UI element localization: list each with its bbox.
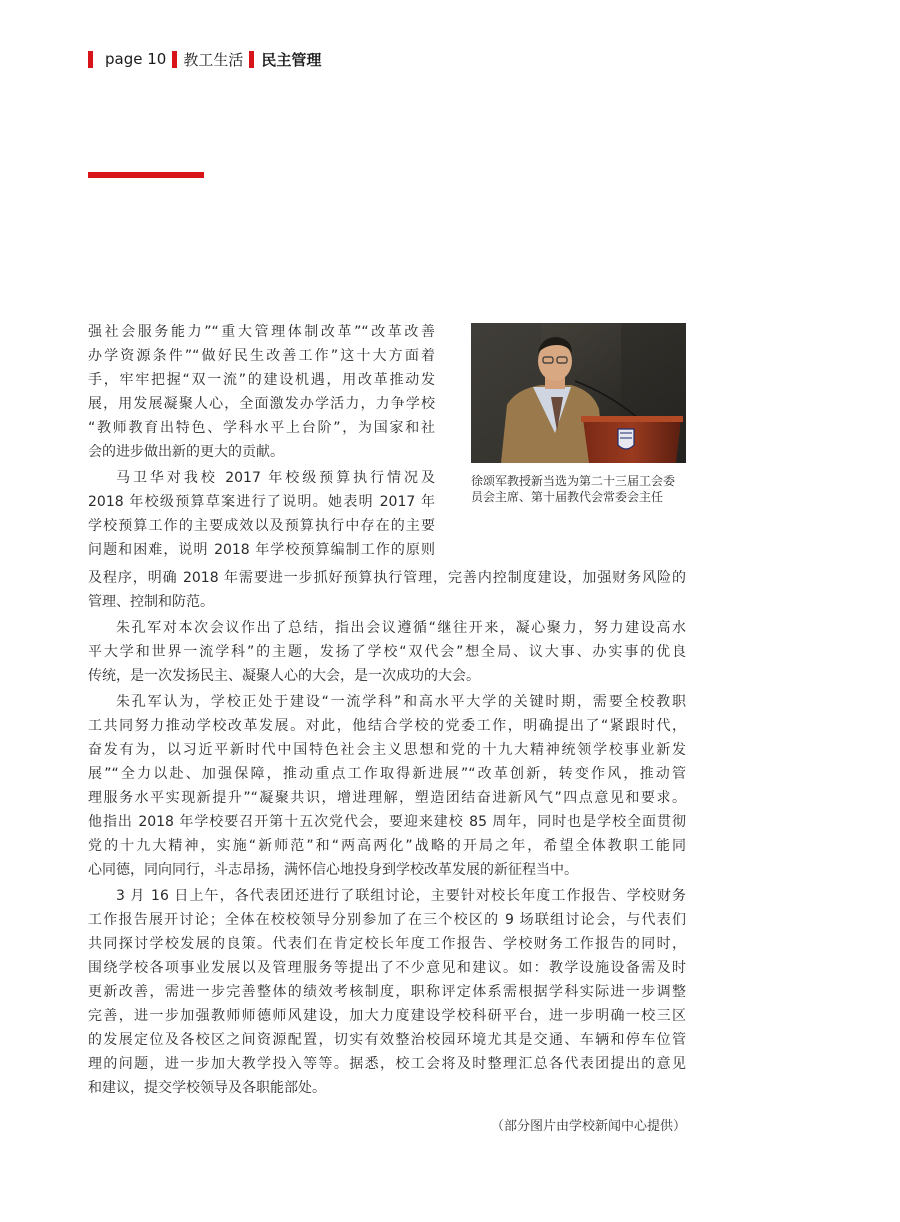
- body-line: 完善，进一步加强教师师德师风建设，加大力度建设学校科研平台，进一步明确一校三区: [88, 1008, 686, 1024]
- red-rule: [88, 172, 204, 178]
- body-line: 工共同努力推动学校改革发展。对此，他结合学校的党委工作，明确提出了“紧跟时代，: [88, 718, 686, 734]
- body-line: 的发展定位及各校区之间资源配置，切实有效整治校园环境尤其是交通、车辆和停车位管: [88, 1032, 686, 1048]
- body-line: 问题和困难，说明 2018 年学校预算编制工作的原则: [88, 542, 435, 558]
- body-line: 及程序，明确 2018 年需要进一步抓好预算执行管理，完善内控制度建设，加强财务风险的: [88, 570, 686, 586]
- section-name: 教工生活: [183, 50, 244, 69]
- body-line: 党的十九大精神，实施“新师范”和“两高两化”战略的开局之年，希望全体教职工能同: [88, 838, 686, 854]
- body-line: 学校预算工作的主要成效以及预算执行中存在的主要: [88, 518, 435, 534]
- header-red-bar: [88, 51, 93, 68]
- body-line: 2018 年校级预算草案进行了说明。她表明 2017 年: [88, 494, 435, 510]
- speaker-photo: [471, 323, 686, 463]
- photo-caption: 徐颂军教授新当选为第二十三届工会委员会主席、第十届教代会常委会主任: [471, 474, 676, 504]
- body-line: 马卫华对我校 2017 年校级预算执行情况及: [116, 470, 435, 486]
- body-line: “教师教育出特色、学科水平上台阶”，为国家和社: [88, 420, 435, 436]
- body-line: 会的进步做出新的更大的贡献。: [88, 444, 284, 460]
- body-line: 围绕学校各项事业发展以及管理服务等提出了不少意见和建议。如：教学设施设备需及时: [88, 960, 686, 976]
- body-line: 奋发有为，以习近平新时代中国特色社会主义思想和党的十九大精神统领学校事业新发: [88, 742, 686, 758]
- page-header: [88, 48, 327, 70]
- body-line: 理的问题，进一步加大教学投入等等。据悉，校工会将及时整理汇总各代表团提出的意见: [88, 1056, 686, 1072]
- body-line: 3 月 16 日上午，各代表团还进行了联组讨论，主要针对校长年度工作报告、学校财务: [116, 888, 686, 904]
- body-line: 工作报告展开讨论；全体在校校领导分别参加了在三个校区的 9 场联组讨论会，与代表们: [88, 912, 686, 928]
- column-name: 民主管理: [261, 50, 322, 69]
- speaker-photo-image: [471, 323, 686, 463]
- body-line: 朱孔军对本次会议作出了总结，指出会议遵循“继往开来，凝心聚力，努力建设高水: [116, 620, 686, 636]
- body-line: 办学资源条件”“做好民生改善工作”这十大方面着: [88, 348, 435, 364]
- body-line: 展，用发展凝聚人心，全面激发办学活力，力争学校: [88, 396, 435, 412]
- body-line: 手，牢牢把握“双一流”的建设机遇，用改革推动发: [88, 372, 435, 388]
- body-line: 更新改善，需进一步完善整体的绩效考核制度，职称评定体系需根据学科实际进一步调整: [88, 984, 686, 1000]
- body-line: 强社会服务能力”“重大管理体制改革”“改革改善: [88, 324, 435, 340]
- body-line: 传统，是一次发扬民主、凝聚人心的大会，是一次成功的大会。: [88, 668, 480, 684]
- body-line: 朱孔军认为，学校正处于建设“一流学科”和高水平大学的关键时期，需要全校教职: [116, 694, 686, 710]
- body-line: 他指出 2018 年学校要召开第十五次党代会，要迎来建校 85 周年，同时也是学校全面贯彻: [88, 814, 686, 830]
- body-line: 理服务水平实现新提升”“凝聚共识，增进理解，塑造团结奋进新风气”四点意见和要求。: [88, 790, 686, 806]
- body-line: 管理、控制和防范。: [88, 594, 214, 610]
- body-line: 展”“全力以赴、加强保障，推动重点工作取得新进展”“改革创新，转变作风，推动管: [88, 766, 686, 782]
- body-line: 和建议，提交学校领导及各职能部处。: [88, 1080, 326, 1096]
- body-line: 平大学和世界一流学科”的主题，发扬了学校“双代会”想全局、议大事、办实事的优良: [88, 644, 686, 660]
- body-line: 共同探讨学校发展的良策。代表们在肯定校长年度工作报告、学校财务工作报告的同时，: [88, 936, 686, 952]
- body-line: 心同德，同向同行，斗志昂扬，满怀信心地投身到学校改革发展的新征程当中。: [88, 862, 578, 878]
- page-number: page 10: [105, 50, 167, 68]
- photo-credit: （部分图片由学校新闻中心提供）: [490, 1119, 686, 1134]
